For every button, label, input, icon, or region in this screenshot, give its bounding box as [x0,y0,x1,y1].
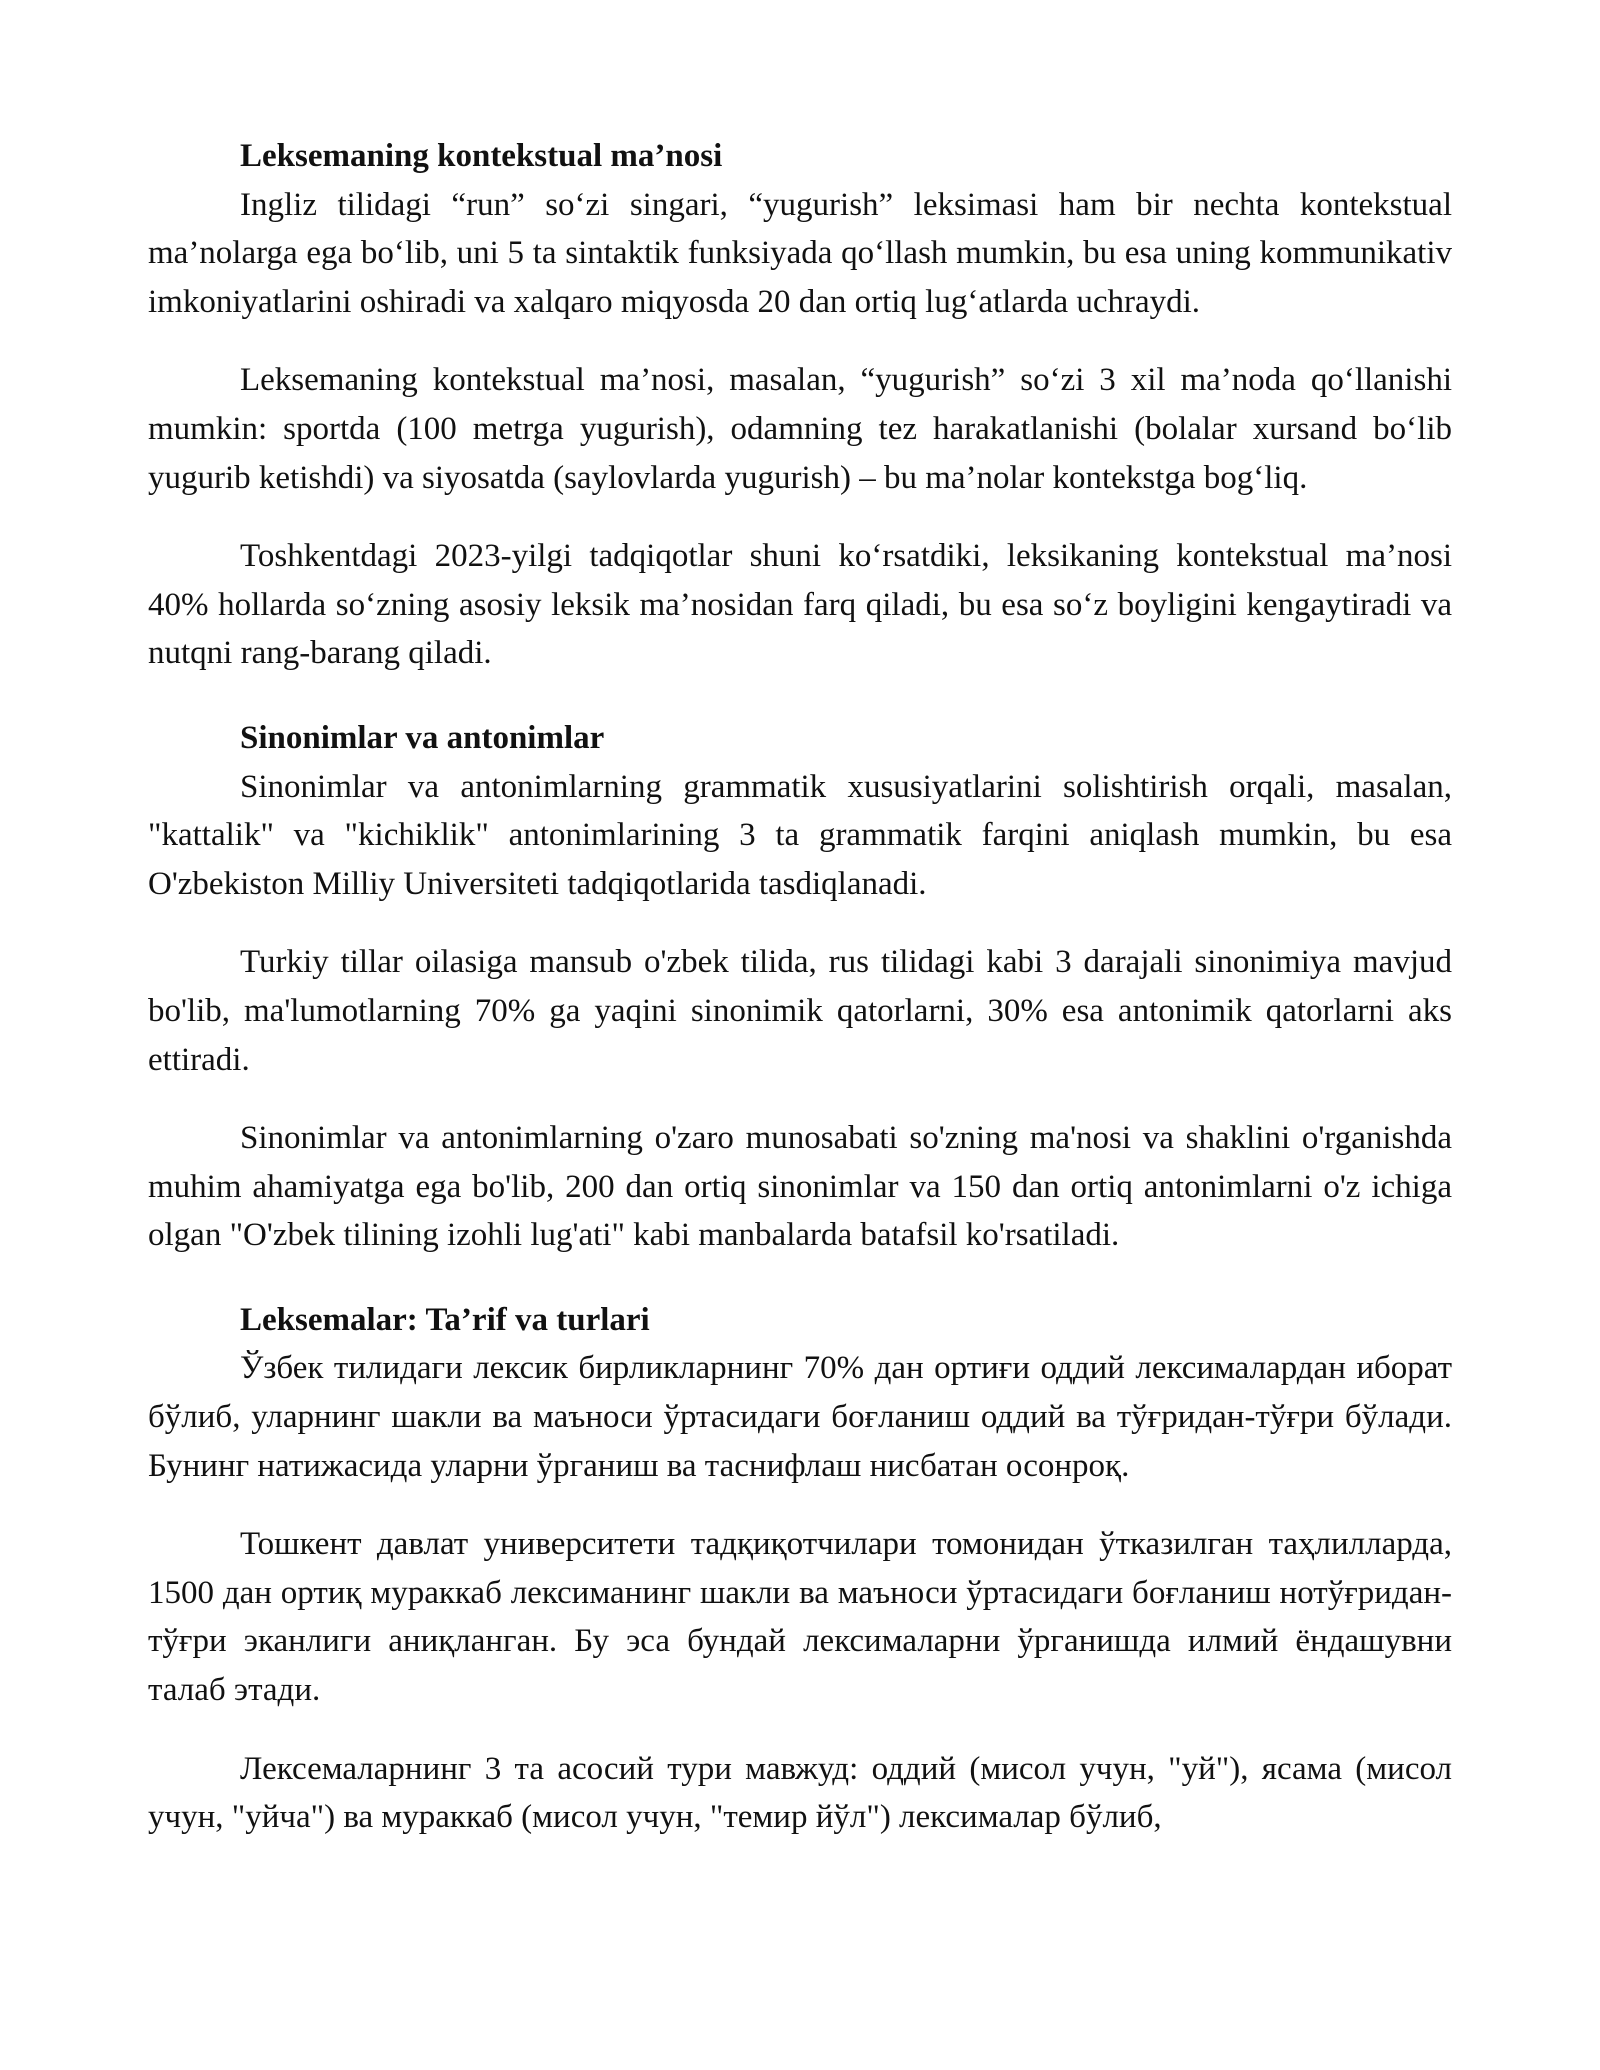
paragraph: Turkiy tillar oilasiga mansub o'zbek tilida, rus tilidagi kabi 3 darajali sinonimiya mavjud bo'lib, ma'lumotlarning 70% ga yaqini sinonimik qatorlarni, 30% esa antonimik qatorlarni aks ettiradi. [148,944,1452,1078]
section-lexemes-definition [148,1296,1452,1842]
section-heading: Sinonimlar va antonimlar [240,719,605,756]
paragraph: Sinonimlar va antonimlarning grammatik xususiyatlarini solishtirish orqali, masalan, "kattalik" va "kichiklik" antonimlarining 3 ta grammatik farqini aniqlash mumkin, bu esa O'zbekiston Milliy Universiteti tadqiqotlarida tasdiqlanadi. [148,768,1452,902]
section-heading: Leksemaning kontekstual ma’nosi [240,138,723,174]
paragraph: Leksemaning kontekstual ma’nosi, masalan, “yugurish” so‘zi 3 xil ma’noda qo‘llanishi mumkin: sportda (100 metrga yugurish), odamning tez harakatlanishi (bolalar xursand bo‘lib yugurib ketishdi) va siyosatda (saylovlarda yugurish) – bu ma’nolar kontekstga bog‘liq. [148,362,1452,496]
document-body [148,132,1452,1842]
paragraph: Тошкент давлат университети тадқиқотчилари томонидан ўтказилган таҳлилларда, 1500 дан ортиқ мураккаб лексиманинг шакли ва маъноси ўртасидаги боғланиш нотўғридан-тўғри эканлиги аниқланган. Бу эса бундай лексималарни ўрганишда илмий ёндашувни талаб этади. [148,1526,1452,1709]
paragraph: Ingliz tilidagi “run” so‘zi singari, “yugurish” leksimasi ham bir nechta kontekstual ma’nolarga ega bo‘lib, uni 5 ta sintaktik funksiyada qo‘llash mumkin, bu esa uning kommunikativ imkoniyatlarini oshiradi va xalqaro miqyosda 20 dan ortiq lug‘atlarda uchraydi. [148,186,1452,320]
section-contextual-meaning [148,132,1452,678]
paragraph: Toshkentdagi 2023-yilgi tadqiqotlar shuni ko‘rsatdiki, leksikaning kontekstual ma’nosi 40% hollarda so‘zning asosiy leksik ma’nosidan farq qiladi, bu esa so‘z boyligini kengaytiradi va nutqni rang-barang qiladi. [148,538,1452,672]
section-heading: Leksemalar: Ta’rif va turlari [240,1301,650,1338]
paragraph: Лексемаларнинг 3 та асосий тури мавжуд: оддий (мисол учун, "уй"), ясама (мисол учун, "уйча") ва мураккаб (мисол учун, "темир йўл") лексималар бўлиб, [148,1750,1452,1836]
paragraph: Ўзбек тилидаги лексик бирликларнинг 70% дан ортиғи оддий лексималардан иборат бўлиб, уларнинг шакли ва маъноси ўртасидаги боғланиш оддий ва тўғридан-тўғри бўлади. Бунинг натижасида уларни ўрганиш ва таснифлаш нисбатан осонроқ. [148,1350,1452,1484]
section-synonyms-antonyms [148,714,1452,1260]
paragraph: Sinonimlar va antonimlarning o'zaro munosabati so'zning ma'nosi va shaklini o'rganishda muhim ahamiyatga ega bo'lib, 200 dan ortiq sinonimlar va 150 dan ortiq antonimlarni o'z ichiga olgan "O'zbek tilining izohli lug'ati" kabi manbalarda batafsil ko'rsatiladi. [148,1120,1452,1254]
